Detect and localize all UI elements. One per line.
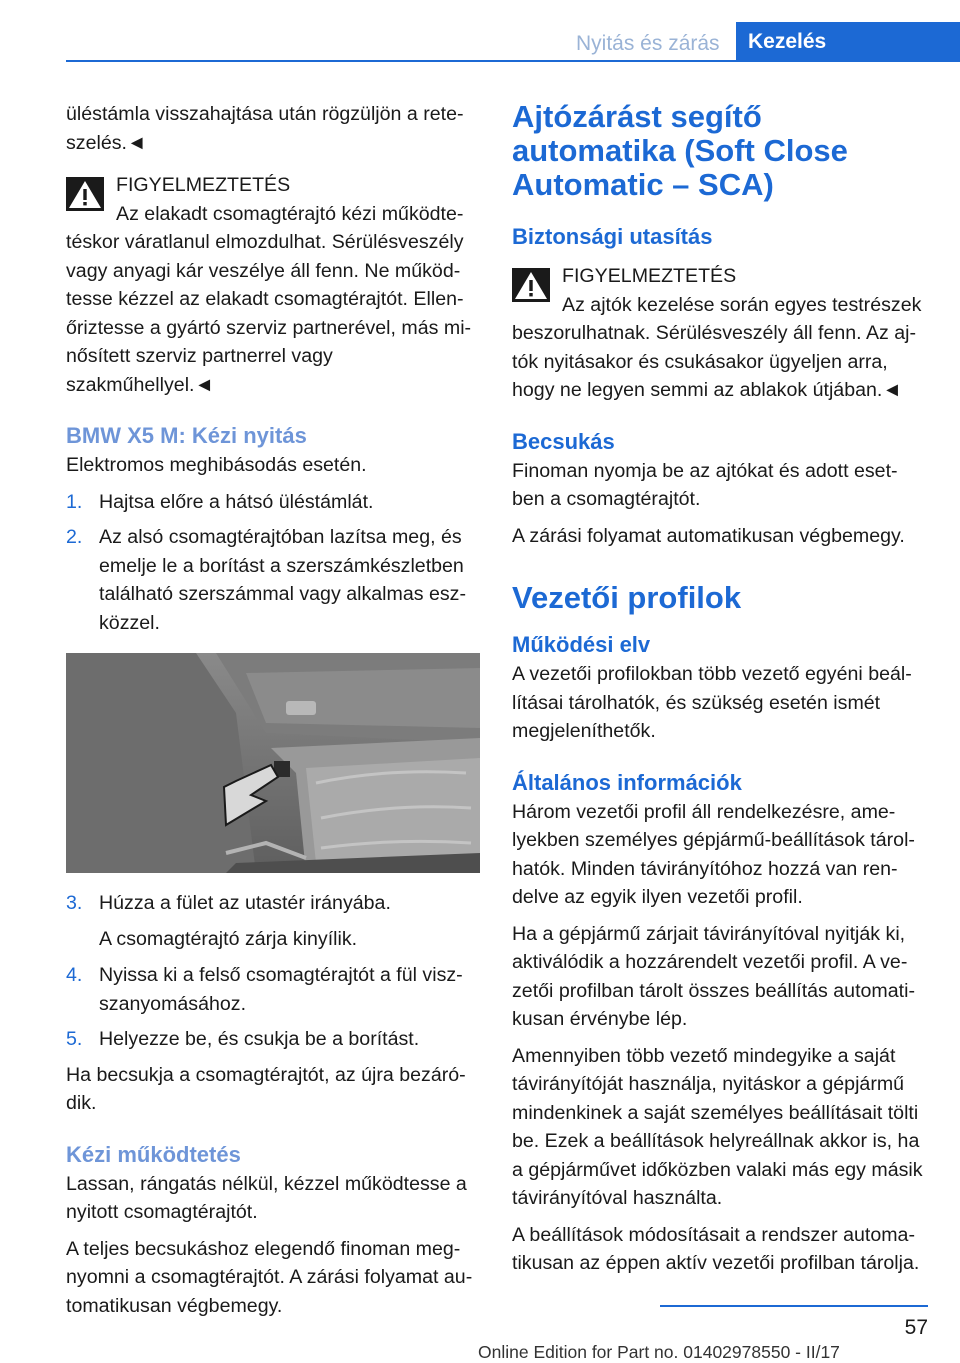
header-rule [66,60,960,62]
intro-paragraph: üléstámla visszahajtása után rögzüljön a rete-szelés.◄ [66,103,464,154]
general-info-heading: Általános információk [512,769,742,795]
manual-open-heading: BMW X5 M: Kézi nyitás [66,423,307,448]
step-number: 1. [66,490,83,513]
step-text: Helyezze be, és csukja be a borítást. [99,1028,420,1050]
list-item [66,961,480,1018]
page-number: 57 [904,1316,928,1339]
closing-p1: Finoman nyomja be az ajtókat és adott eset-ben a csomagtérajtót. [512,459,898,510]
warning-triangle-icon [66,177,104,211]
steps-list-c [66,961,480,1054]
header-chapter-label: Kezelés [748,30,827,53]
list-item [66,1025,480,1054]
step-text: Az alsó csomagtérajtóban lazítsa meg, és emelje le a borítást a szerszámkészletben található szerszámmal vagy alkalmas esz-közzel. [99,526,466,634]
manual-operation-heading: Kézi működtetés [66,1141,241,1167]
trunk-floor-photo [66,653,480,873]
closing-p2: A zárási folyamat automatikusan végbemegy. [512,524,905,547]
step-number: 3. [66,892,83,914]
general-p3: Amennyiben több vezető mindegyike a saját távirányítóját használja, nyitáskor a gépjármű mindenkinek a saját személyes beállításait tölti be. Ezek a beállítások helyreállnak akkor is, ha a gépjárművet időközben valaki más egy másik távirányítóval használta. [512,1044,923,1209]
left-column [66,100,480,1328]
warning-box [66,171,480,399]
steps-list-a [66,488,480,638]
page-header [0,0,960,62]
warning-heading: FIGYELMEZTETÉS [562,265,737,287]
principle-paragraph: A vezetői profilokban több vezető egyéni beál-lításai tárolhatók, és szükség esetén ismét megjeleníthetők. [512,663,912,742]
step-number: 2. [66,526,83,548]
footer-rule [660,1305,928,1307]
profiles-heading: Vezetői profilok [512,580,742,615]
step-text: Nyissa ki a felső csomagtérajtót a fül visz-szanyomásához. [99,964,463,1015]
sca-heading: Ajtózárást segítő automatika (Soft Close Automatic – SCA) [512,99,848,202]
list-item [66,488,480,517]
safety-heading: Biztonsági utasítás [512,224,713,249]
after-steps-paragraph: Ha becsukja a csomagtérajtót, az újra bezáró-dik. [66,1063,466,1114]
list-item [66,523,480,637]
step-note: A csomagtérajtó zárja kinyílik. [99,927,358,950]
list-item [66,889,480,918]
general-p1: Három vezetői profil áll rendelkezésre, ame-lyekben személyes gépjármű-beállítások tárol-hatók. Minden távirányítóhoz hozzá van ren-delve az egyik ilyen vezetői profil. [512,800,915,908]
closing-heading: Becsukás [512,428,615,454]
header-section-title: Nyitás és zárás [576,32,720,55]
warning-text: Az ajtók kezelése során egyes testrészek beszorulhatnak. Sérülésveszély áll fenn. Az aj-tók nyitásakor és csukásakor ügyeljen arra, hogy ne legyen semmi az ablakok útjában.◄ [512,293,922,401]
step-number: 5. [66,1028,83,1050]
step-text: Húzza a fület az utastér irányába. [99,892,391,914]
step-text: Hajtsa előre a hátsó üléstámlát. [99,490,374,513]
principle-heading: Működési elv [512,632,651,657]
warning-box [512,262,928,405]
steps-list-b [66,889,480,918]
right-column [512,100,928,1286]
warning-text: Az elakadt csomagtérajtó kézi működte-téskor váratlanul elmozdulhat. Sérülésveszély vagy anyagi kár veszélye áll fenn. Ne működ-tesse kézzel az elakadt csomagtérajtót. Ellen-őriztesse a gyártó szerviz partnerével, más mi-nősített szerviz partnerrel vagy szakműhellyel.◄ [66,202,472,396]
edition-note: Online Edition for Part no. 01402978550 - II/17 [478,1342,840,1362]
general-p2: Ha a gépjármű zárjait távirányítóval nyitják ki, aktiválódik a hozzárendelt vezetői profil. A ve-zetői profilban tárolt összes beállítás automati-kusan érvénybe lép. [512,922,915,1030]
manual-operation-p1: Lassan, rángatás nélkül, kézzel működtesse a nyitott csomagtérajtót. [66,1172,467,1223]
warning-heading: FIGYELMEZTETÉS [116,174,291,196]
header-chapter-tab [736,22,960,60]
warning-triangle-icon [512,268,550,302]
general-p4: A beállítások módosításait a rendszer automa-tikusan az éppen aktív vezetői profilban tárolja. [512,1223,920,1274]
manual-open-intro: Elektromos meghibásodás esetén. [66,454,367,476]
step-number: 4. [66,964,83,986]
manual-operation-p2: A teljes becsukáshoz elegendő finoman meg-nyomni a csomagtérajtót. A zárási folyamat au-tomatikusan végbemegy. [66,1237,473,1317]
